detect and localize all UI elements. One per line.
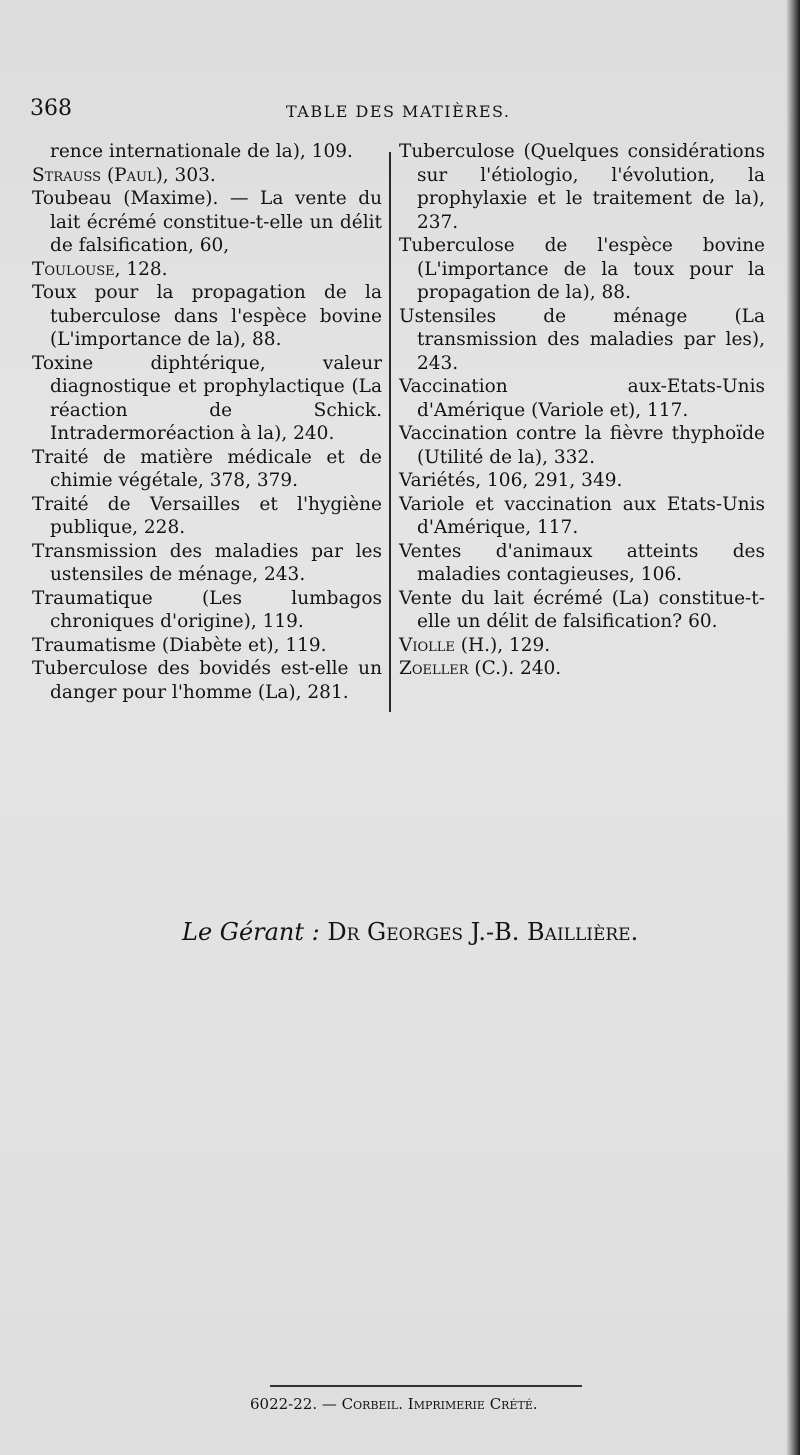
index-entry: Zoeller (C.). 240.: [399, 658, 562, 679]
index-entry: Tuberculose (Quelques considérations sur l'étiologio, l'évolution, la prophylaxie et le traitement de la), 237.: [399, 141, 765, 233]
page-header: [30, 96, 770, 130]
page-number: 368: [30, 96, 72, 121]
index-entry: Traumatique (Les lumbagos chroniques d'origine), 119.: [32, 587, 382, 632]
index-entry: Vaccination aux-Etats-Unis d'Amérique (Variole et), 117.: [399, 376, 765, 421]
index-entry: Toxine diphtérique, valeur diagnostique et prophylactique (La réaction de Schick. Intradermoréaction à la), 240.: [32, 352, 382, 444]
index-entry: rence internationale de la), 109.: [50, 141, 353, 162]
index-column-right: [399, 140, 765, 681]
footer-rule: [270, 1385, 582, 1387]
index-entry: Traité de Versailles et l'hygiène publique, 228.: [32, 493, 382, 538]
index-column-left: [32, 140, 382, 704]
index-entry: Ventes d'animaux atteints des maladies contagieuses, 106.: [399, 540, 765, 585]
gerant-name: Dr Georges J.-B. Baillière.: [327, 918, 639, 946]
print-number: 6022-22.: [250, 1395, 318, 1413]
index-entry: Ustensiles de ménage (La transmission des maladies par les), 243.: [399, 305, 765, 374]
running-title: TABLE DES MATIÈRES.: [286, 102, 511, 121]
index-entry: Strauss (Paul), 303.: [32, 164, 216, 186]
index-entry: Variole et vaccination aux Etats-Unis d'Amérique, 117.: [399, 493, 765, 538]
printer-name: Imprimerie Crété.: [407, 1395, 538, 1413]
page-edge-shadow: [786, 0, 800, 1455]
index-entry: Traumatisme (Diabète et), 119.: [32, 634, 327, 656]
index-entry: Tuberculose de l'espèce bovine (L'importance de la toux pour la propagation de la), 88.: [399, 235, 765, 303]
index-entry: Violle (H.), 129.: [399, 634, 551, 656]
column-divider: [389, 152, 391, 712]
index-entry: Vente du lait écrémé (La) constitue-t-elle un délit de falsification? 60.: [399, 587, 765, 632]
index-entry: Toulouse, 128.: [32, 258, 168, 280]
gerant-signature-line: [182, 918, 742, 946]
footer-dash: —: [321, 1395, 337, 1413]
gerant-label: Le Gérant :: [182, 918, 320, 946]
print-city: Corbeil.: [341, 1395, 403, 1413]
index-entry: Variétés, 106, 291, 349.: [399, 470, 623, 491]
index-entry: Vaccination contre la fièvre thyphoïde (Utilité de la), 332.: [399, 423, 765, 468]
index-entry: Tuberculose des bovidés est-elle un danger pour l'homme (La), 281.: [32, 658, 382, 703]
printer-footer: [250, 1395, 538, 1413]
index-entry: Toubeau (Maxime). — La vente du lait écrémé constitue-t-elle un délit de falsification, 60,: [32, 188, 382, 256]
index-entry: Transmission des maladies par les ustensiles de ménage, 243.: [32, 540, 382, 585]
index-entry: Traité de matière médicale et de chimie végétale, 378, 379.: [32, 446, 382, 491]
index-entry: Toux pour la propagation de la tuberculose dans l'espèce bovine (L'importance de la), 88.: [32, 282, 382, 350]
